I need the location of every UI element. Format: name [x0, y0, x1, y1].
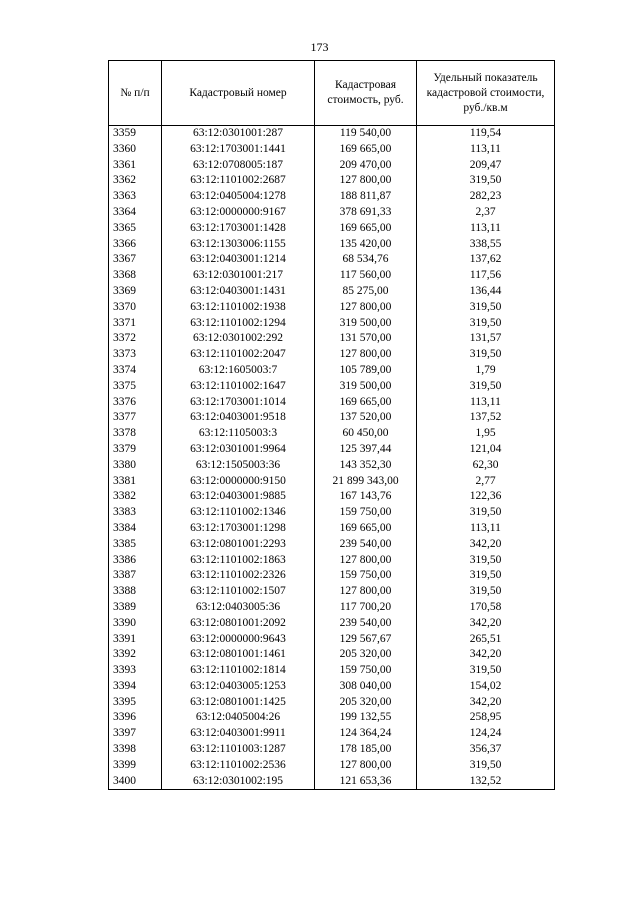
specific-indicator: 342,20 [417, 647, 555, 663]
cadastral-number: 63:12:1101002:2687 [162, 173, 315, 189]
row-number: 3381 [109, 474, 162, 490]
cadastral-number: 63:12:1703001:1428 [162, 221, 315, 237]
row-number: 3370 [109, 300, 162, 316]
row-number: 3400 [109, 774, 162, 790]
specific-indicator: 132,52 [417, 774, 555, 790]
table-row [109, 442, 555, 458]
cadastral-cost: 159 750,00 [315, 663, 417, 679]
cadastral-cost: 205 320,00 [315, 647, 417, 663]
row-number: 3361 [109, 158, 162, 174]
cadastral-number: 63:12:1101002:1507 [162, 584, 315, 600]
cadastral-cost: 209 470,00 [315, 158, 417, 174]
table-row [109, 142, 555, 158]
row-number: 3391 [109, 632, 162, 648]
cadastral-number: 63:12:0403001:1214 [162, 252, 315, 268]
table-row [109, 553, 555, 569]
row-number: 3379 [109, 442, 162, 458]
row-number: 3359 [109, 126, 162, 142]
specific-indicator: 119,54 [417, 126, 555, 142]
cadastral-cost: 199 132,55 [315, 710, 417, 726]
cadastral-cost: 143 352,30 [315, 458, 417, 474]
cadastral-number: 63:12:1505003:36 [162, 458, 315, 474]
cadastral-number: 63:12:0301002:292 [162, 331, 315, 347]
cadastral-number: 63:12:1101002:1938 [162, 300, 315, 316]
specific-indicator: 319,50 [417, 316, 555, 332]
cadastral-number: 63:12:0000000:9167 [162, 205, 315, 221]
row-number: 3372 [109, 331, 162, 347]
cadastral-number: 63:12:1101003:1287 [162, 742, 315, 758]
table-row [109, 537, 555, 553]
table-row [109, 300, 555, 316]
table-body [109, 126, 555, 790]
cadastral-cost: 159 750,00 [315, 505, 417, 521]
row-number: 3387 [109, 568, 162, 584]
cadastral-number: 63:12:1101002:1863 [162, 553, 315, 569]
table-row [109, 726, 555, 742]
table-row [109, 316, 555, 332]
cadastral-cost: 137 520,00 [315, 410, 417, 426]
cadastral-number: 63:12:1101002:1814 [162, 663, 315, 679]
table-row [109, 505, 555, 521]
cadastral-number: 63:12:0301001:9964 [162, 442, 315, 458]
specific-indicator: 282,23 [417, 189, 555, 205]
cadastral-number: 63:12:0403001:9518 [162, 410, 315, 426]
row-number: 3386 [109, 553, 162, 569]
specific-indicator: 319,50 [417, 553, 555, 569]
row-number: 3393 [109, 663, 162, 679]
row-number: 3385 [109, 537, 162, 553]
table-row [109, 474, 555, 490]
cadastral-cost: 129 567,67 [315, 632, 417, 648]
specific-indicator: 319,50 [417, 300, 555, 316]
specific-indicator: 137,62 [417, 252, 555, 268]
cadastral-cost: 319 500,00 [315, 379, 417, 395]
specific-indicator: 319,50 [417, 663, 555, 679]
cadastral-cost: 239 540,00 [315, 616, 417, 632]
cadastral-cost: 319 500,00 [315, 316, 417, 332]
cadastral-cost: 178 185,00 [315, 742, 417, 758]
cadastral-cost: 68 534,76 [315, 252, 417, 268]
cadastral-number: 63:12:0301002:195 [162, 774, 315, 790]
table-row [109, 426, 555, 442]
specific-indicator: 1,79 [417, 363, 555, 379]
row-number: 3396 [109, 710, 162, 726]
table-row [109, 521, 555, 537]
table-row [109, 679, 555, 695]
table-row [109, 379, 555, 395]
specific-indicator: 319,50 [417, 347, 555, 363]
cadastral-number: 63:12:0801001:2092 [162, 616, 315, 632]
row-number: 3366 [109, 237, 162, 253]
specific-indicator: 319,50 [417, 568, 555, 584]
cadastral-cost: 117 560,00 [315, 268, 417, 284]
table-row [109, 600, 555, 616]
specific-indicator: 170,58 [417, 600, 555, 616]
row-number: 3377 [109, 410, 162, 426]
specific-indicator: 136,44 [417, 284, 555, 300]
table-row [109, 458, 555, 474]
row-number: 3376 [109, 395, 162, 411]
row-number: 3365 [109, 221, 162, 237]
page-number: 173 [310, 40, 329, 54]
table-row [109, 489, 555, 505]
cadastral-cost: 60 450,00 [315, 426, 417, 442]
specific-indicator: 319,50 [417, 505, 555, 521]
cadastral-number: 63:12:1101002:2326 [162, 568, 315, 584]
cadastral-number: 63:12:0708005:187 [162, 158, 315, 174]
row-number: 3390 [109, 616, 162, 632]
table-row [109, 237, 555, 253]
cadastral-number: 63:12:0301001:217 [162, 268, 315, 284]
cadastral-number: 63:12:0405004:26 [162, 710, 315, 726]
specific-indicator: 342,20 [417, 616, 555, 632]
specific-indicator: 154,02 [417, 679, 555, 695]
cadastral-number: 63:12:1703001:1014 [162, 395, 315, 411]
cadastral-cost: 124 364,24 [315, 726, 417, 742]
table-row [109, 584, 555, 600]
specific-indicator: 338,55 [417, 237, 555, 253]
table-row [109, 331, 555, 347]
specific-indicator: 342,20 [417, 695, 555, 711]
table-header-row [109, 61, 555, 126]
table-row [109, 395, 555, 411]
cadastral-cost: 159 750,00 [315, 568, 417, 584]
header-cadastral-number: Кадастровый номер [162, 61, 315, 126]
specific-indicator: 319,50 [417, 379, 555, 395]
table-row [109, 205, 555, 221]
table-row [109, 616, 555, 632]
cadastral-cost: 188 811,87 [315, 189, 417, 205]
table-row [109, 742, 555, 758]
table-row [109, 663, 555, 679]
row-number: 3362 [109, 173, 162, 189]
specific-indicator: 113,11 [417, 221, 555, 237]
cadastral-cost: 169 665,00 [315, 521, 417, 537]
specific-indicator: 62,30 [417, 458, 555, 474]
cadastral-cost: 127 800,00 [315, 347, 417, 363]
cadastral-number: 63:12:0403001:1431 [162, 284, 315, 300]
row-number: 3392 [109, 647, 162, 663]
cadastral-cost: 135 420,00 [315, 237, 417, 253]
cadastral-cost: 169 665,00 [315, 142, 417, 158]
cadastral-cost: 119 540,00 [315, 126, 417, 142]
row-number: 3382 [109, 489, 162, 505]
cadastral-cost: 121 653,36 [315, 774, 417, 790]
table-row [109, 710, 555, 726]
row-number: 3369 [109, 284, 162, 300]
cadastral-cost: 21 899 343,00 [315, 474, 417, 490]
row-number: 3374 [109, 363, 162, 379]
row-number: 3360 [109, 142, 162, 158]
specific-indicator: 319,50 [417, 173, 555, 189]
specific-indicator: 131,57 [417, 331, 555, 347]
cadastral-cost: 378 691,33 [315, 205, 417, 221]
cadastral-cost: 205 320,00 [315, 695, 417, 711]
cadastral-number: 63:12:1703001:1298 [162, 521, 315, 537]
table-row [109, 221, 555, 237]
cadastral-number: 63:12:0801001:1461 [162, 647, 315, 663]
cadastral-number: 63:12:0000000:9150 [162, 474, 315, 490]
cadastral-number: 63:12:1703001:1441 [162, 142, 315, 158]
cadastral-number: 63:12:0403005:36 [162, 600, 315, 616]
cadastral-number: 63:12:1101002:1346 [162, 505, 315, 521]
specific-indicator: 2,37 [417, 205, 555, 221]
cadastral-cost: 239 540,00 [315, 537, 417, 553]
table-row [109, 695, 555, 711]
specific-indicator: 113,11 [417, 521, 555, 537]
cadastral-number: 63:12:1105003:3 [162, 426, 315, 442]
specific-indicator: 356,37 [417, 742, 555, 758]
table-row [109, 647, 555, 663]
cadastral-cost: 127 800,00 [315, 173, 417, 189]
row-number: 3371 [109, 316, 162, 332]
cadastral-number: 63:12:1303006:1155 [162, 237, 315, 253]
table-row [109, 189, 555, 205]
specific-indicator: 342,20 [417, 537, 555, 553]
row-number: 3394 [109, 679, 162, 695]
specific-indicator: 117,56 [417, 268, 555, 284]
cadastral-cost: 131 570,00 [315, 331, 417, 347]
specific-indicator: 121,04 [417, 442, 555, 458]
table-row [109, 363, 555, 379]
header-cadastral-cost: Кадастровая стоимость, руб. [315, 61, 417, 126]
row-number: 3364 [109, 205, 162, 221]
specific-indicator: 258,95 [417, 710, 555, 726]
row-number: 3373 [109, 347, 162, 363]
cadastral-number: 63:12:1101002:2536 [162, 758, 315, 774]
cadastral-cost: 85 275,00 [315, 284, 417, 300]
cadastral-number: 63:12:0403001:9885 [162, 489, 315, 505]
specific-indicator: 124,24 [417, 726, 555, 742]
header-specific-indicator: Удельный показатель кадастровой стоимости, руб./кв.м [417, 61, 555, 126]
table-row [109, 284, 555, 300]
row-number: 3384 [109, 521, 162, 537]
row-number: 3383 [109, 505, 162, 521]
cadastral-cost: 127 800,00 [315, 584, 417, 600]
row-number: 3368 [109, 268, 162, 284]
row-number: 3367 [109, 252, 162, 268]
row-number: 3395 [109, 695, 162, 711]
cadastral-number: 63:12:0000000:9643 [162, 632, 315, 648]
row-number: 3399 [109, 758, 162, 774]
cadastral-number: 63:12:0801001:2293 [162, 537, 315, 553]
cadastral-number: 63:12:1101002:1294 [162, 316, 315, 332]
row-number: 3388 [109, 584, 162, 600]
cadastral-cost: 169 665,00 [315, 221, 417, 237]
header-num: № п/п [109, 61, 162, 126]
row-number: 3397 [109, 726, 162, 742]
specific-indicator: 319,50 [417, 584, 555, 600]
cadastral-cost: 308 040,00 [315, 679, 417, 695]
cadastral-cost: 105 789,00 [315, 363, 417, 379]
row-number: 3363 [109, 189, 162, 205]
table-row [109, 252, 555, 268]
table-row [109, 568, 555, 584]
table-row [109, 758, 555, 774]
specific-indicator: 1,95 [417, 426, 555, 442]
table-row [109, 268, 555, 284]
specific-indicator: 113,11 [417, 142, 555, 158]
cadastral-cost: 169 665,00 [315, 395, 417, 411]
cadastral-cost: 125 397,44 [315, 442, 417, 458]
cadastral-number: 63:12:1101002:2047 [162, 347, 315, 363]
specific-indicator: 265,51 [417, 632, 555, 648]
specific-indicator: 2,77 [417, 474, 555, 490]
cadastral-value-table [108, 60, 555, 790]
cadastral-number: 63:12:0301001:287 [162, 126, 315, 142]
cadastral-number: 63:12:1605003:7 [162, 363, 315, 379]
cadastral-cost: 117 700,20 [315, 600, 417, 616]
row-number: 3375 [109, 379, 162, 395]
cadastral-number: 63:12:0403001:9911 [162, 726, 315, 742]
table-row [109, 632, 555, 648]
table-row [109, 158, 555, 174]
cadastral-number: 63:12:0403005:1253 [162, 679, 315, 695]
table-row [109, 173, 555, 189]
specific-indicator: 122,36 [417, 489, 555, 505]
cadastral-number: 63:12:1101002:1647 [162, 379, 315, 395]
row-number: 3378 [109, 426, 162, 442]
cadastral-cost: 127 800,00 [315, 300, 417, 316]
cadastral-number: 63:12:0801001:1425 [162, 695, 315, 711]
specific-indicator: 209,47 [417, 158, 555, 174]
specific-indicator: 319,50 [417, 758, 555, 774]
row-number: 3389 [109, 600, 162, 616]
cadastral-number: 63:12:0405004:1278 [162, 189, 315, 205]
table-row [109, 774, 555, 790]
cadastral-cost: 127 800,00 [315, 758, 417, 774]
row-number: 3380 [109, 458, 162, 474]
table-row [109, 347, 555, 363]
row-number: 3398 [109, 742, 162, 758]
cadastral-cost: 127 800,00 [315, 553, 417, 569]
table-row [109, 126, 555, 142]
cadastral-cost: 167 143,76 [315, 489, 417, 505]
specific-indicator: 113,11 [417, 395, 555, 411]
table-row [109, 410, 555, 426]
specific-indicator: 137,52 [417, 410, 555, 426]
